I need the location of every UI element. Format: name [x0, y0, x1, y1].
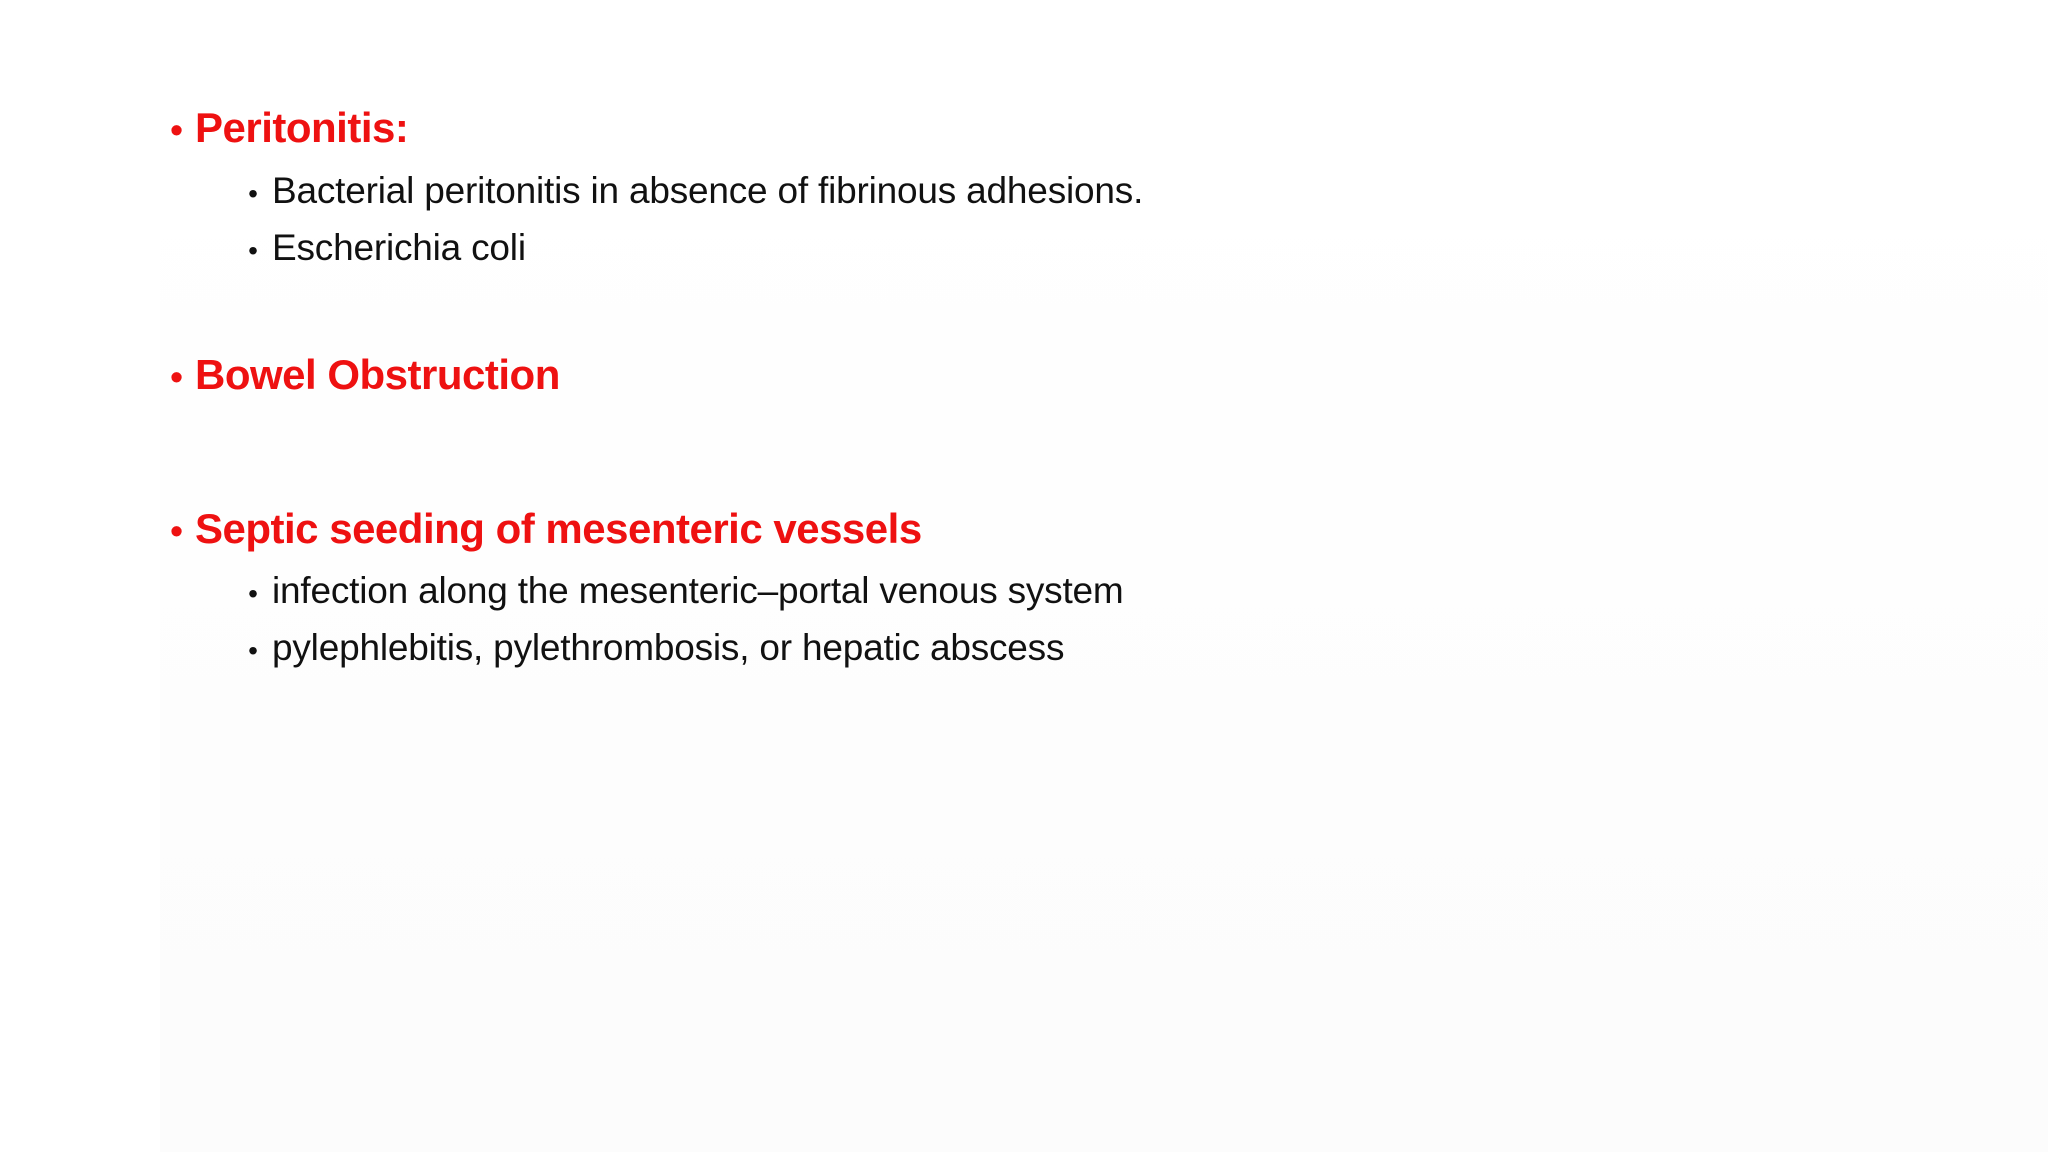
section-heading-bowel-obstruction [170, 351, 560, 399]
section-heading-peritonitis [170, 104, 409, 152]
sub-point [248, 170, 1144, 212]
sub-point [248, 570, 1124, 612]
sub-point-text: pylephlebitis, pylethrombosis, or hepatic abscess [272, 627, 1065, 668]
bullet-icon: • [248, 578, 258, 609]
sub-point [248, 627, 1065, 669]
bullet-icon: • [170, 109, 183, 150]
heading-text: Bowel Obstruction [195, 351, 560, 398]
bullet-icon: • [170, 356, 183, 397]
heading-text: Peritonitis: [195, 104, 409, 151]
sub-point-text: Bacterial peritonitis in absence of fibrinous adhesions. [272, 170, 1144, 211]
bullet-icon: • [248, 235, 258, 266]
sub-point [248, 227, 526, 269]
sub-point-text: infection along the mesenteric–portal venous system [272, 570, 1124, 611]
sub-point-text: Escherichia coli [272, 227, 526, 268]
bullet-icon: • [248, 178, 258, 209]
bullet-icon: • [248, 635, 258, 666]
heading-text: Septic seeding of mesenteric vessels [195, 505, 922, 552]
bullet-icon: • [170, 510, 183, 551]
section-heading-septic-seeding [170, 505, 922, 553]
